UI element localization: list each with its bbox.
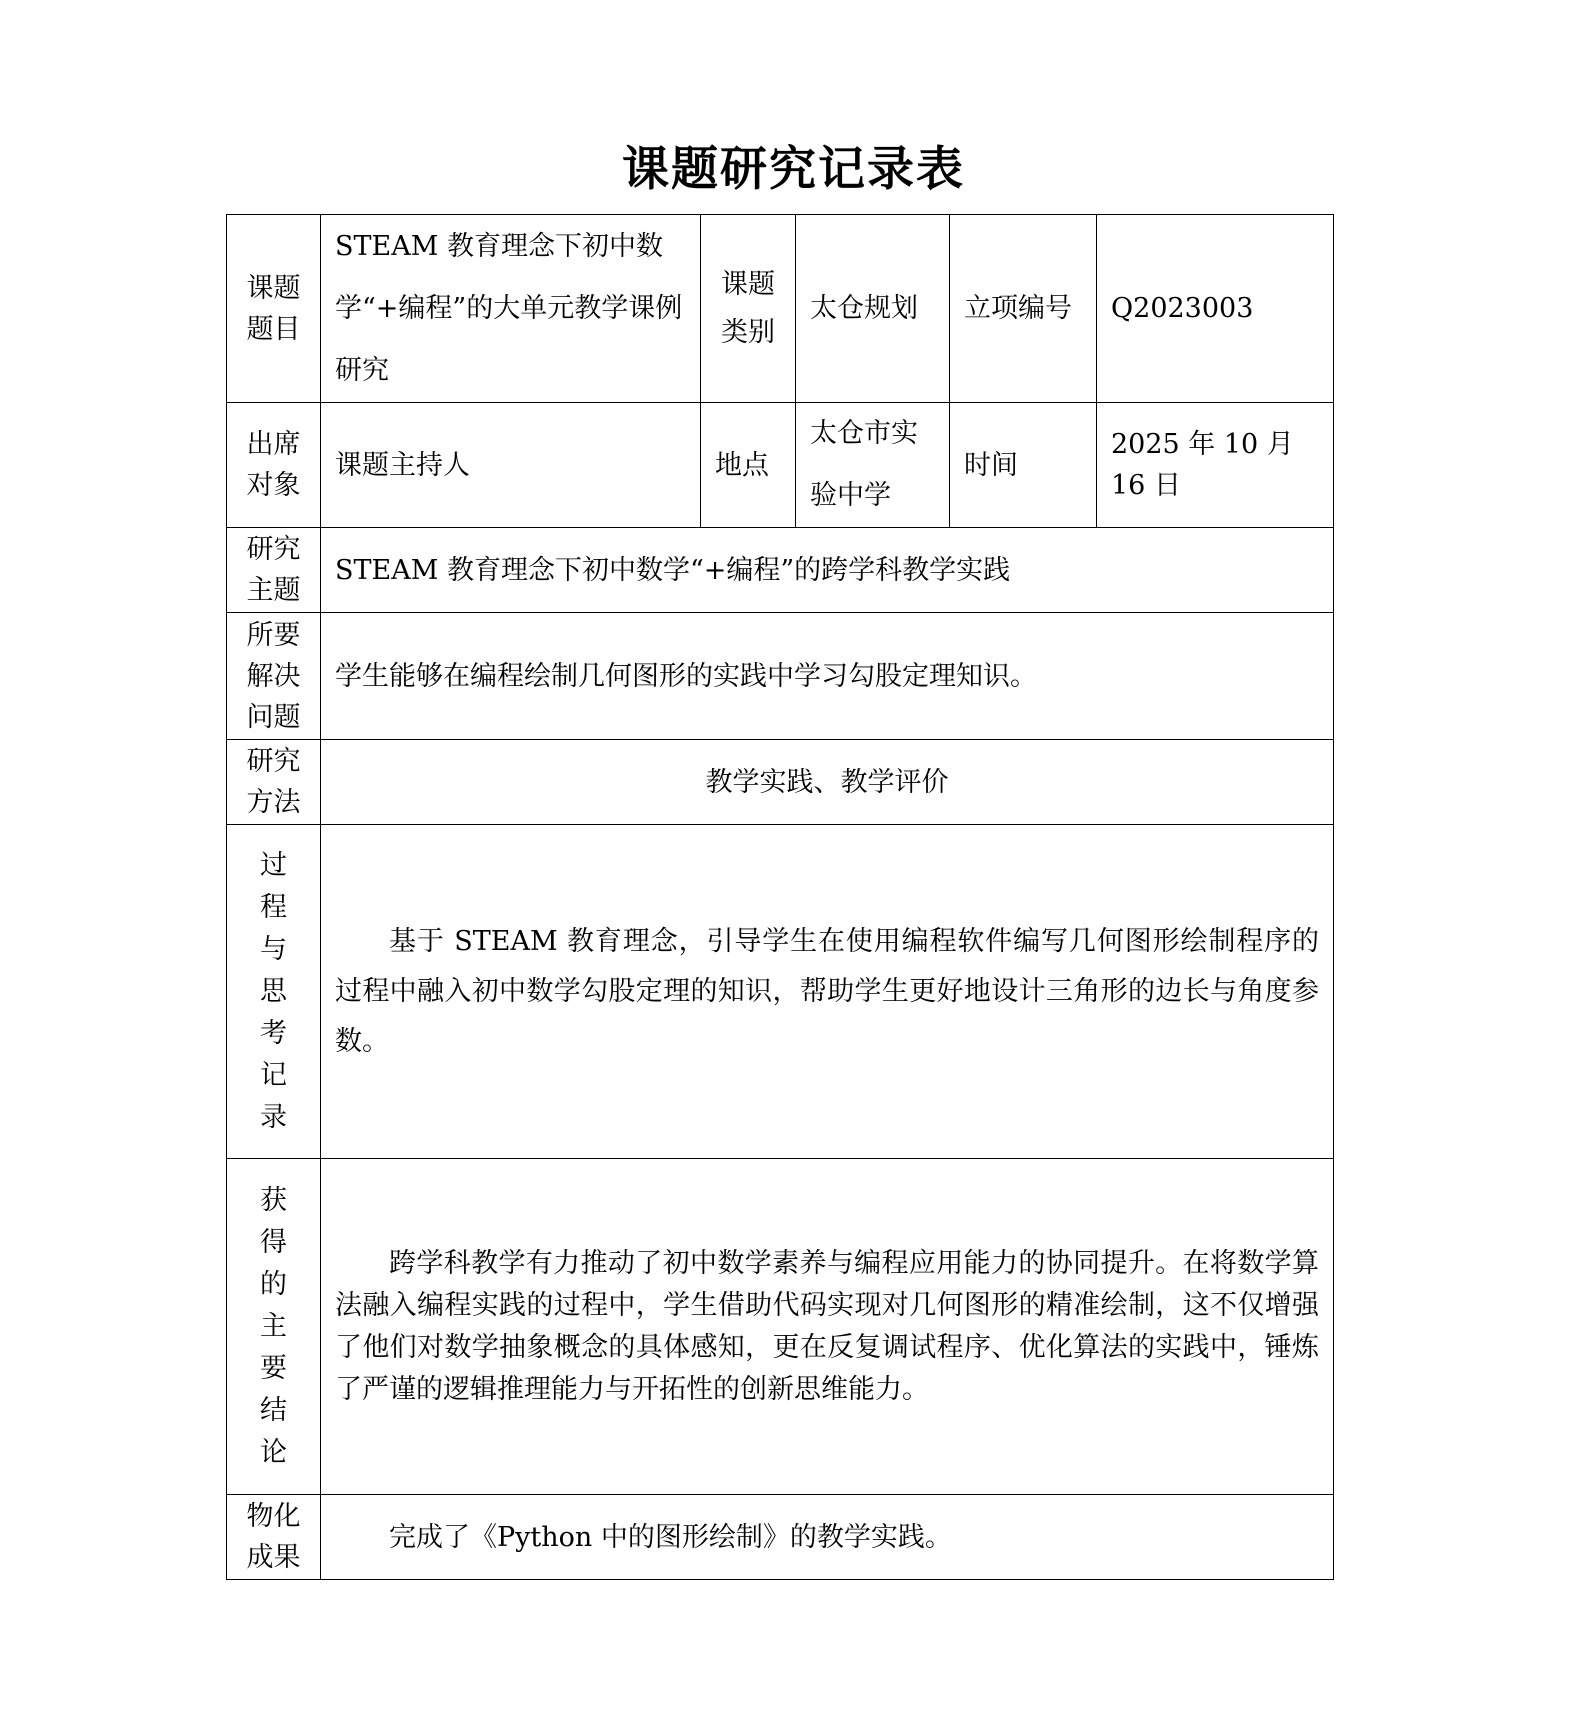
time-value: 2025 年 10 月 16 日	[1097, 403, 1334, 528]
problem-value: 学生能够在编程绘制几何图形的实践中学习勾股定理知识。	[321, 613, 1334, 740]
location-label: 地点	[701, 403, 796, 528]
project-no-label: 立项编号	[950, 215, 1097, 403]
outcome-label: 物化成果	[227, 1495, 321, 1580]
row-attendance	[227, 403, 1334, 528]
attendee-value: 课题主持人	[321, 403, 701, 528]
row-topic	[227, 215, 1334, 403]
method-label: 研究方法	[227, 740, 321, 825]
outcome-value: 完成了《Python 中的图形绘制》的教学实践。	[321, 1495, 1334, 1580]
research-theme-value: STEAM 教育理念下初中数学“+编程”的跨学科教学实践	[321, 528, 1334, 613]
conclusion-label-text: 获得的主要结论	[260, 1184, 287, 1468]
row-process	[227, 825, 1334, 1159]
topic-label: 课题题目	[227, 215, 321, 403]
conclusion-label	[227, 1159, 321, 1495]
row-method	[227, 740, 1334, 825]
row-problem	[227, 613, 1334, 740]
research-theme-label: 研究主题	[227, 528, 321, 613]
conclusion-value: 跨学科教学有力推动了初中数学素养与编程应用能力的协同提升。在将数学算法融入编程实践的过程中，学生借助代码实现对几何图形的精准绘制，这不仅增强了他们对数学抽象概念的具体感知，更在反复调试程序、优化算法的实践中，锤炼了严谨的逻辑推理能力与开拓性的创新思维能力。	[321, 1159, 1334, 1495]
problem-label: 所要解决问题	[227, 613, 321, 740]
row-outcome	[227, 1495, 1334, 1580]
topic-value: STEAM 教育理念下初中数学“+编程”的大单元教学课例研究	[321, 215, 701, 403]
row-research-theme	[227, 528, 1334, 613]
process-label	[227, 825, 321, 1159]
category-label: 课题类别	[701, 215, 796, 403]
process-label-text: 过程与思考记录	[260, 849, 287, 1133]
category-value: 太仓规划	[796, 215, 950, 403]
record-table	[226, 214, 1334, 1580]
location-value: 太仓市实验中学	[796, 403, 950, 528]
project-no-value: Q2023003	[1097, 215, 1334, 403]
attendee-label: 出席对象	[227, 403, 321, 528]
method-value: 教学实践、教学评价	[321, 740, 1334, 825]
time-label: 时间	[950, 403, 1097, 528]
page-title: 课题研究记录表	[622, 142, 965, 197]
row-conclusion	[227, 1159, 1334, 1495]
process-value: 基于 STEAM 教育理念，引导学生在使用编程软件编写几何图形绘制程序的过程中融入初中数学勾股定理的知识，帮助学生更好地设计三角形的边长与角度参数。	[321, 825, 1334, 1159]
